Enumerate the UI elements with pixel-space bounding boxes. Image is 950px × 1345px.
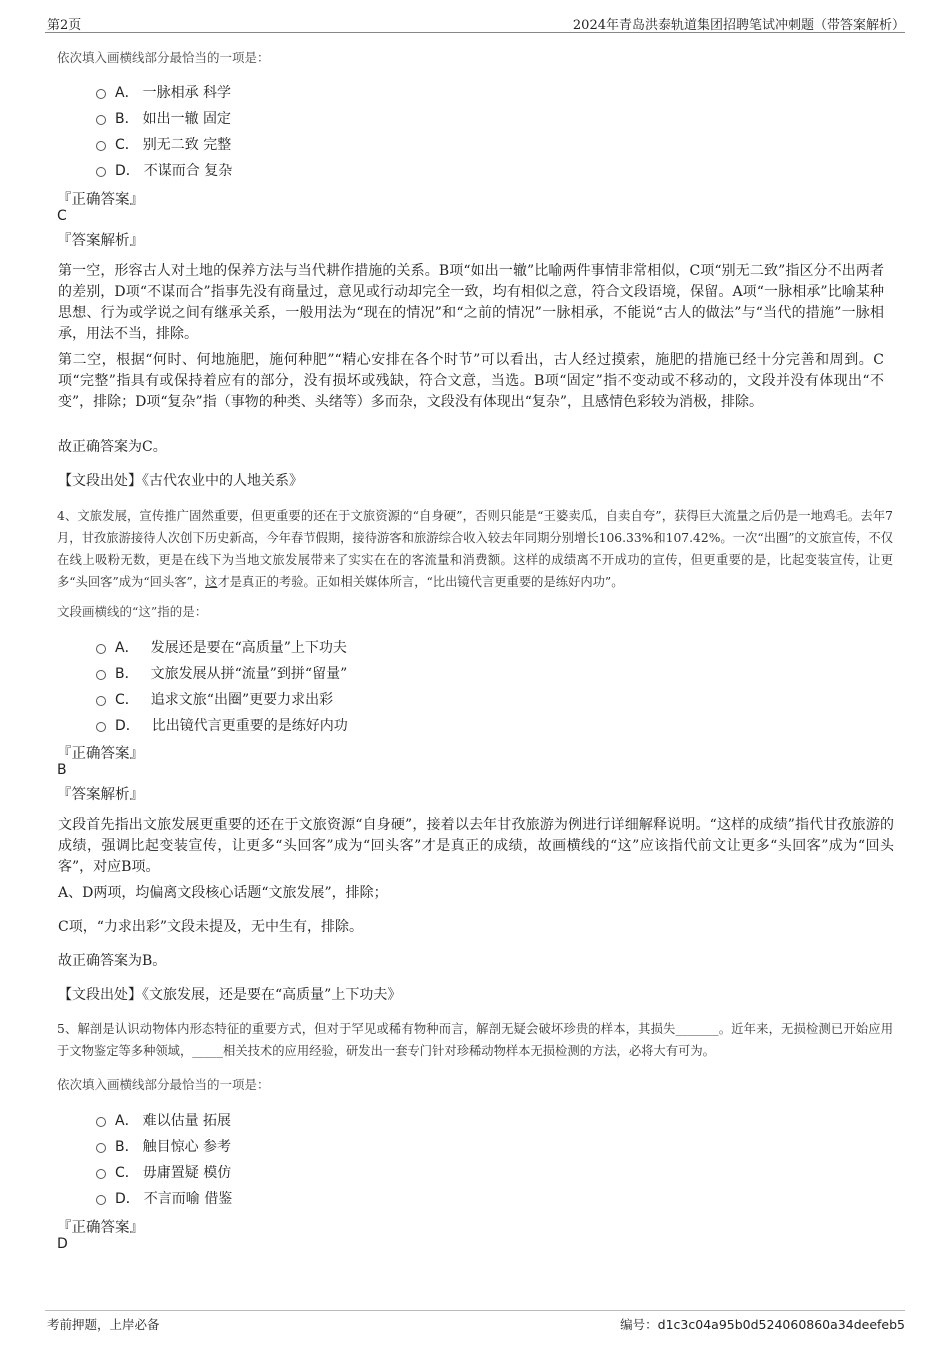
option-text: 比出镜代言更重要的是练好内功	[151, 718, 348, 734]
q4-source: 【文段出处】《文旅发展，还是要在“高质量”上下功夫》	[58, 987, 402, 1003]
q5-text-part: 相关技术的应用经验，研发出一套专门针对珍稀动物样本无损检测的方法，必将大有可为。	[223, 1044, 715, 1058]
radio-icon[interactable]	[96, 141, 106, 151]
q3-analysis-paragraph: 第一空，形容古人对土地的保养方法与当代耕作措施的关系。B项“如出一辙”比喻两件事情非常相似，C项“别无二致”指区分不出两者的差别，D项“不谋而合”指事先没有商量过，意见或行动却完全一致，均有相似之意，符合文段语境，保留。A项“一脉相承”比喻某种思想、行为或学说之间有继承关系，一般用法为“现在的情况”和“之前的情况”一脉相承，不能说“古人的做法”与“当代的措施”一脉相承，用法不当，排除。	[58, 263, 884, 342]
q4-option-a[interactable]	[96, 637, 347, 657]
fill-blank: _____	[192, 1044, 224, 1058]
option-letter: A．	[115, 640, 139, 656]
option-text: 追求文旅“出圈”更要力求出彩	[150, 692, 334, 708]
radio-icon[interactable]	[96, 1195, 106, 1205]
option-letter: C．	[115, 692, 139, 708]
radio-icon[interactable]	[96, 670, 106, 680]
q5-prompt: 依次填入画横线部分最恰当的一项是：	[57, 1077, 270, 1092]
radio-icon[interactable]	[96, 1169, 106, 1179]
q4-underlined-word: 这	[205, 575, 218, 589]
option-text: 难以估量 拓展	[142, 1113, 232, 1129]
radio-icon[interactable]	[96, 722, 106, 732]
q5-text-part: 。近年来，无损检测已开始应用于文物鉴定等多种领域，	[57, 1022, 893, 1058]
q4-option-d[interactable]	[96, 715, 348, 735]
option-letter: C．	[115, 1165, 139, 1181]
q3-option-d[interactable]	[96, 160, 232, 180]
radio-icon[interactable]	[96, 696, 106, 706]
document-title: 2024年青岛洪泰轨道集团招聘笔试冲刺题（带答案解析）	[572, 18, 905, 33]
option-text: 一脉相承 科学	[142, 85, 232, 101]
q4-text-part: 才是真正的考验。正如相关媒体所言，“比出镜代言更重要的是练好内功”。	[217, 575, 624, 589]
q5-answer-label: 『正确答案』	[57, 1220, 144, 1236]
option-letter: B．	[115, 666, 139, 682]
option-text: 别无二致 完整	[142, 137, 232, 153]
option-text: 文旅发展从拼“流量”到拼“留量”	[150, 666, 348, 682]
q3-analysis-conclusion: 故正确答案为C。	[58, 439, 167, 455]
q5-question-text	[57, 1018, 893, 1062]
code-value: d1c3c04a95b0d524060860a34deefeb5	[657, 1317, 905, 1332]
option-letter: B．	[115, 1139, 139, 1155]
option-letter: A．	[115, 85, 139, 101]
radio-icon[interactable]	[96, 644, 106, 654]
option-letter: D．	[115, 163, 140, 179]
q3-source: 【文段出处】《古代农业中的人地关系》	[58, 473, 303, 489]
q3-answer: C	[57, 208, 67, 224]
option-letter: D．	[115, 718, 140, 734]
page-footer	[45, 1310, 905, 1332]
radio-icon[interactable]	[96, 1117, 106, 1127]
page-number: 第2页	[47, 18, 82, 33]
option-text: 不言而喻 借鉴	[143, 1191, 233, 1207]
document-code	[620, 1315, 905, 1333]
code-label: 编号：	[620, 1317, 658, 1332]
radio-icon[interactable]	[96, 167, 106, 177]
q3-analysis-label: 『答案解析』	[57, 233, 144, 249]
q3-option-c[interactable]	[96, 134, 231, 154]
q3-analysis-paragraph: 第二空，根据“何时、何地施肥，施何种肥”“精心安排在各个时节”可以看出，古人经过摸索，施肥的措施已经十分完善和周到。C项“完整”指具有或保持着应有的部分，没有损坏或残缺，符合文意，当选。B项“固定”指不变动或不移动的，文段并没有体现出“不变”，排除；D项“复杂”指（事物的种类、头绪等）多而杂，文段没有体现出“复杂”，且感情色彩较为消极，排除。	[58, 352, 884, 410]
option-letter: D．	[115, 1191, 140, 1207]
option-text: 毋庸置疑 模仿	[142, 1165, 232, 1181]
q5-option-a[interactable]	[96, 1110, 231, 1130]
q5-answer: D	[57, 1236, 68, 1252]
radio-icon[interactable]	[96, 1143, 106, 1153]
option-text: 如出一辙 固定	[142, 111, 232, 127]
q4-answer: B	[57, 762, 67, 778]
option-letter: B．	[115, 111, 139, 127]
option-text: 触目惊心 参考	[142, 1139, 232, 1155]
q4-option-c[interactable]	[96, 689, 333, 709]
page-header	[45, 12, 905, 33]
footer-slogan: 考前押题，上岸必备	[47, 1317, 160, 1332]
q4-analysis-label: 『答案解析』	[57, 787, 144, 803]
q5-option-c[interactable]	[96, 1162, 231, 1182]
q3-prompt: 依次填入画横线部分最恰当的一项是：	[57, 50, 270, 65]
q3-option-a[interactable]	[96, 82, 231, 102]
q5-text-part: 5、解剖是认识动物体内形态特征的重要方式，但对于罕见或稀有物种而言，解剖无疑会破坏珍贵的样本，其损失	[57, 1022, 676, 1036]
q4-answer-label: 『正确答案』	[57, 746, 144, 762]
option-text: 不谋而合 复杂	[143, 163, 233, 179]
q4-prompt: 文段画横线的“这”指的是：	[57, 604, 208, 619]
q4-analysis-conclusion: 故正确答案为B。	[58, 953, 167, 969]
q5-option-b[interactable]	[96, 1136, 231, 1156]
q4-option-b[interactable]	[96, 663, 347, 683]
option-letter: A．	[115, 1113, 139, 1129]
q3-option-b[interactable]	[96, 108, 231, 128]
option-text: 发展还是要在“高质量”上下功夫	[150, 640, 347, 656]
q4-text-part: 4、文旅发展，宣传推广固然重要，但更重要的还在于文旅资源的“自身硬”，否则只能是“王婆卖瓜，自卖自夸”，获得巨大流量之后仍是一地鸡毛。去年7月，甘孜旅游接待人次创下历史新高，今年春节假期，接待游客和旅游综合收入较去年同期分别增长106.33%和107.42%。一次“出圈”的文旅宣传，不仅在线上吸粉无数，更是在线下为当地文旅发展带来了实实在在的客流量和消费额。这样的成绩离不开成功的宣传，但更重要的是，比起变装宣传，让更多“头回客”成为“回头客”，	[57, 509, 893, 589]
q4-analysis-paragraph: C项，“力求出彩”文段未提及，无中生有，排除。	[58, 919, 364, 935]
q4-question-text	[57, 505, 893, 593]
option-letter: C．	[115, 137, 139, 153]
q4-analysis-paragraph: 文段首先指出文旅发展更重要的还在于文旅资源“自身硬”，接着以去年甘孜旅游为例进行详细解释说明。“这样的成绩”指代甘孜旅游的成绩，强调比起变装宣传，让更多“头回客”成为“回头客”才是真正的成绩，故画横线的“这”应该指代前文让更多“头回客”成为“回头客”，对应B项。	[58, 817, 894, 875]
q5-option-d[interactable]	[96, 1188, 232, 1208]
q3-answer-label: 『正确答案』	[57, 192, 144, 208]
fill-blank: _______	[675, 1022, 719, 1036]
radio-icon[interactable]	[96, 89, 106, 99]
q4-analysis-paragraph: A、D两项，均偏离文段核心话题“文旅发展”，排除；	[58, 885, 388, 901]
radio-icon[interactable]	[96, 115, 106, 125]
